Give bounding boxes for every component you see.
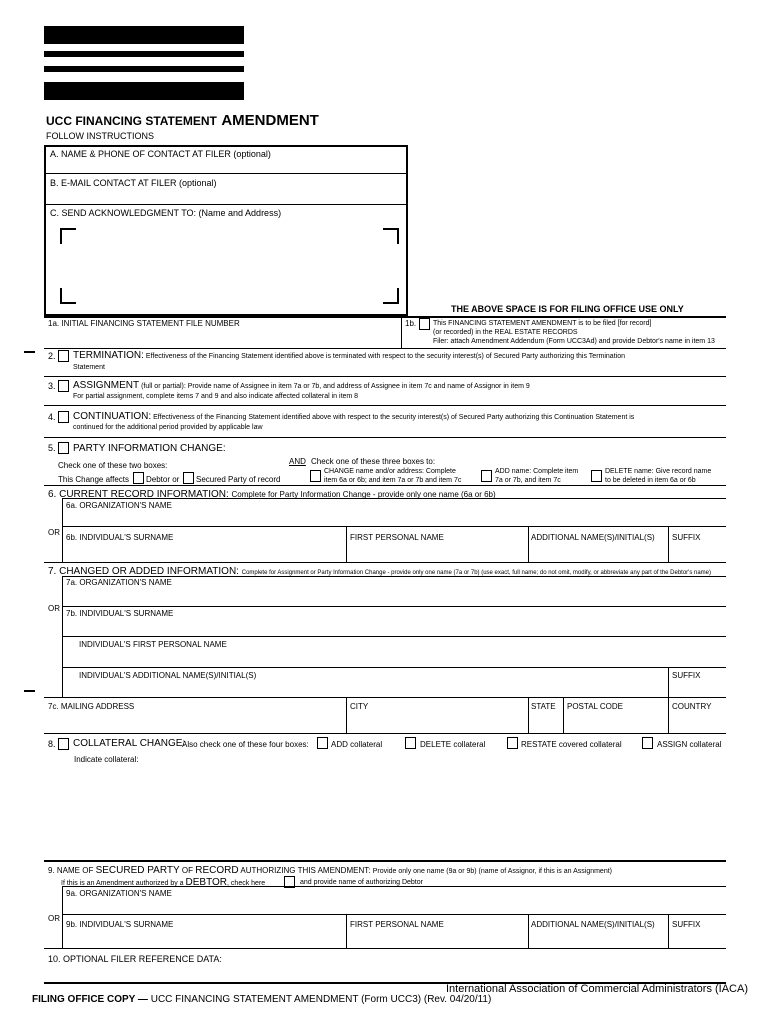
item-7c-mailing-label: 7c. MAILING ADDRESS: [48, 702, 135, 711]
item-9-title-d: RECORD: [195, 865, 239, 876]
send-acknowledgment-label: C. SEND ACKNOWLEDGMENT TO: (Name and Address): [50, 208, 282, 218]
collateral-also-label: [182, 740, 309, 750]
delete-name-text-2: to be deleted in item 6a or 6b: [605, 477, 696, 484]
form-title-suffix: AMENDMENT: [221, 112, 319, 129]
indicate-collateral-label: Indicate collateral:: [74, 755, 139, 764]
item-7a-label: 7a. ORGANIZATION'S NAME: [66, 578, 172, 587]
termination-text-1: [73, 351, 625, 361]
filer-email-label: B. E-MAIL CONTACT AT FILER (optional): [50, 178, 217, 188]
current-record-title: 6. CURRENT RECORD INFORMATION:: [48, 489, 229, 500]
termination-title: TERMINATION:: [73, 350, 144, 361]
address-area[interactable]: [60, 226, 400, 306]
item-6b-label: 6b. INDIVIDUAL'S SURNAME: [66, 533, 174, 542]
item-3-number: 3.: [48, 381, 56, 391]
item-2-number: 2.: [48, 351, 56, 361]
restate-collateral-label: RESTATE covered collateral: [521, 740, 622, 749]
item-9-title: [48, 866, 612, 877]
item-1b-number: 1b.: [405, 319, 417, 328]
collateral-change-checkbox[interactable]: [58, 738, 69, 750]
filer-contact-label: A. NAME & PHONE OF CONTACT AT FILER (optional): [50, 149, 271, 159]
item-10-input[interactable]: [48, 966, 718, 980]
item-7b-first-label: INDIVIDUAL'S FIRST PERSONAL NAME: [79, 640, 227, 649]
assignment-title: ASSIGNMENT: [73, 380, 140, 391]
change-name-checkbox[interactable]: [310, 470, 321, 482]
iaca-label: International Association of Commercial Administrators (IACA): [446, 983, 749, 995]
item-9b-additional-label: ADDITIONAL NAME(S)/INITIAL(S): [531, 920, 655, 929]
collateral-also-text: Also check one of these four boxes:: [182, 740, 309, 749]
initial-file-number-label: 1a. INITIAL FINANCING STATEMENT FILE NUMBER: [48, 319, 240, 328]
margin-mark-1: [24, 351, 35, 353]
assign-collateral-label: ASSIGN collateral: [657, 740, 722, 749]
item-9-title-b: SECURED PARTY: [95, 865, 180, 876]
item-6-or: OR: [48, 528, 60, 537]
item-6a-label: 6a. ORGANIZATION'S NAME: [66, 501, 172, 510]
item-6b-additional-label: ADDITIONAL NAME(S)/INITIAL(S): [531, 533, 655, 542]
follow-instructions: FOLLOW INSTRUCTIONS: [46, 131, 155, 141]
item-7c-state-label: STATE: [531, 702, 556, 711]
change-affects-label: This Change affects: [58, 475, 130, 484]
debtor-checkbox[interactable]: [133, 472, 144, 484]
change-name-text-2: item 6a or 6b; and item 7a or 7b and item 7c: [324, 477, 462, 484]
item-6b-suffix-label: SUFFIX: [672, 533, 701, 542]
corner-bracket-top-left: [60, 228, 76, 244]
corner-bracket-top-right: [383, 228, 399, 244]
item-9-or: OR: [48, 914, 60, 923]
debtor-authorized-d: and provide name of authorizing Debtor: [300, 879, 423, 886]
delete-name-text-1: DELETE name: Give record name: [605, 468, 712, 475]
assignment-description: (full or partial): Provide name of Assignee in item 7a or 7b, and address of Assignee in item 7c and name of Assignor in item 9: [141, 383, 530, 390]
item-9-title-e: AUTHORIZING THIS AMENDMENT:: [240, 866, 371, 875]
corner-bracket-bottom-left: [60, 288, 76, 304]
real-estate-records-checkbox[interactable]: [419, 318, 430, 330]
continuation-text-1: [73, 412, 634, 422]
filing-office-copy-label: FILING OFFICE COPY —: [32, 994, 148, 1005]
form-title-prefix: UCC FINANCING STATEMENT: [46, 114, 217, 128]
header-bar-1: [44, 26, 244, 44]
changed-info-note: Complete for Assignment or Party Information Change - provide only one name (7a or 7b) (use exact, full name; do not omit, modify, or abbreviate any part of the Debtor's name): [241, 570, 712, 576]
item-9a-input[interactable]: [66, 900, 716, 912]
party-change-title: PARTY INFORMATION CHANGE:: [73, 443, 226, 454]
termination-text-2: Statement: [73, 364, 105, 371]
continuation-title: CONTINUATION:: [73, 411, 152, 422]
item-10-label: 10. OPTIONAL FILER REFERENCE DATA:: [48, 954, 222, 964]
item-6a-input[interactable]: [66, 512, 716, 524]
termination-checkbox[interactable]: [58, 350, 69, 362]
add-collateral-label: ADD collateral: [331, 740, 383, 749]
assignment-text-2: For partial assignment, complete items 7 and 9 and also indicate affected collateral in item 8: [73, 393, 359, 400]
item-9-note: Provide only one name (9a or 9b) (name of Assignor, if this is an Assignment): [372, 868, 612, 875]
item-4-number: 4.: [48, 412, 56, 422]
item-1b-text-2: (or recorded) in the REAL ESTATE RECORDS: [433, 329, 578, 336]
continuation-description: Effectiveness of the Financing Statement identified above with respect to the security interest(s) of Secured Party authorizing this Continuation Statement is: [153, 414, 635, 421]
add-name-checkbox[interactable]: [481, 470, 492, 482]
header-bar-3: [44, 66, 244, 72]
debtor-or-label: Debtor or: [146, 475, 180, 484]
debtor-authorized-c: , check here: [227, 880, 266, 887]
footer-form-line: [32, 994, 491, 1006]
form-identifier-label: UCC FINANCING STATEMENT AMENDMENT (Form UCC3) (Rev. 04/20/11): [150, 994, 492, 1005]
debtor-authorized-a: If this is an Amendment authorized by a: [61, 880, 184, 887]
header-bar-2: [44, 51, 244, 57]
secured-party-checkbox[interactable]: [183, 472, 194, 484]
item-7c-city-label: CITY: [350, 702, 369, 711]
initial-file-number-input[interactable]: [48, 330, 398, 344]
continuation-checkbox[interactable]: [58, 411, 69, 423]
assignment-checkbox[interactable]: [58, 380, 69, 392]
delete-name-checkbox[interactable]: [591, 470, 602, 482]
collateral-text-area[interactable]: [74, 768, 714, 856]
item-6-title: [48, 489, 496, 501]
item-7b-suffix-label: SUFFIX: [672, 671, 701, 680]
assign-collateral-checkbox[interactable]: [642, 737, 653, 749]
item-9b-first-label: FIRST PERSONAL NAME: [350, 920, 444, 929]
item-9-title-a: 9. NAME OF: [48, 866, 94, 875]
secured-party-label: Secured Party of record: [196, 475, 281, 484]
item-7a-input[interactable]: [66, 590, 716, 604]
collateral-change-title: COLLATERAL CHANGE:: [73, 738, 186, 749]
item-8-number: 8.: [48, 739, 56, 749]
check-two-boxes-label: Check one of these two boxes:: [58, 461, 168, 470]
form-title: [46, 112, 319, 130]
change-name-text-1: CHANGE name and/or address: Complete: [324, 468, 456, 475]
item-1b-text-3: Filer: attach Amendment Addendum (Form UCC3Ad) and provide Debtor's name in item 13: [433, 338, 715, 345]
item-7b-label: 7b. INDIVIDUAL'S SURNAME: [66, 609, 174, 618]
item-9-title-c: OF: [181, 866, 194, 875]
item-9b-label: 9b. INDIVIDUAL'S SURNAME: [66, 920, 174, 929]
item-9b-suffix-label: SUFFIX: [672, 920, 701, 929]
item-9a-label: 9a. ORGANIZATION'S NAME: [66, 889, 172, 898]
add-collateral-checkbox[interactable]: [317, 737, 328, 749]
and-label: AND: [289, 457, 306, 466]
item-1b-text-1: This FINANCING STATEMENT AMENDMENT is to be filed [for record]: [433, 320, 652, 327]
changed-info-title: 7. CHANGED OR ADDED INFORMATION:: [48, 566, 239, 577]
continuation-text-2: continued for the additional period provided by applicable law: [73, 424, 263, 431]
item-7b-additional-label: INDIVIDUAL'S ADDITIONAL NAME(S)/INITIAL(S): [79, 671, 257, 680]
corner-bracket-bottom-right: [383, 288, 399, 304]
add-name-text-1: ADD name: Complete item: [495, 468, 579, 475]
header-bar-4: [44, 82, 244, 100]
margin-mark-2: [24, 690, 35, 692]
debtor-authorized-b: DEBTOR: [185, 877, 228, 888]
restate-collateral-checkbox[interactable]: [507, 737, 518, 749]
filing-office-use-label: THE ABOVE SPACE IS FOR FILING OFFICE USE ONLY: [451, 304, 684, 314]
add-name-text-2: 7a or 7b, and item 7c: [495, 477, 561, 484]
termination-description: Effectiveness of the Financing Statement identified above is terminated with respect to the security interest(s) of Secured Party authorizing this Termination: [145, 353, 625, 360]
item-7-or: OR: [48, 604, 60, 613]
item-5-number: 5.: [48, 443, 56, 453]
item-7c-country-label: COUNTRY: [672, 702, 712, 711]
item-7c-postal-label: POSTAL CODE: [567, 702, 624, 711]
item-6b-first-label: FIRST PERSONAL NAME: [350, 533, 444, 542]
assignment-text-1: [73, 381, 530, 391]
delete-collateral-label: DELETE collateral: [420, 740, 486, 749]
party-change-checkbox[interactable]: [58, 442, 69, 454]
delete-collateral-checkbox[interactable]: [405, 737, 416, 749]
check-three-boxes-label: Check one of these three boxes to:: [311, 457, 436, 466]
current-record-note: Complete for Party Information Change - provide only one name (6a or 6b): [231, 490, 496, 499]
